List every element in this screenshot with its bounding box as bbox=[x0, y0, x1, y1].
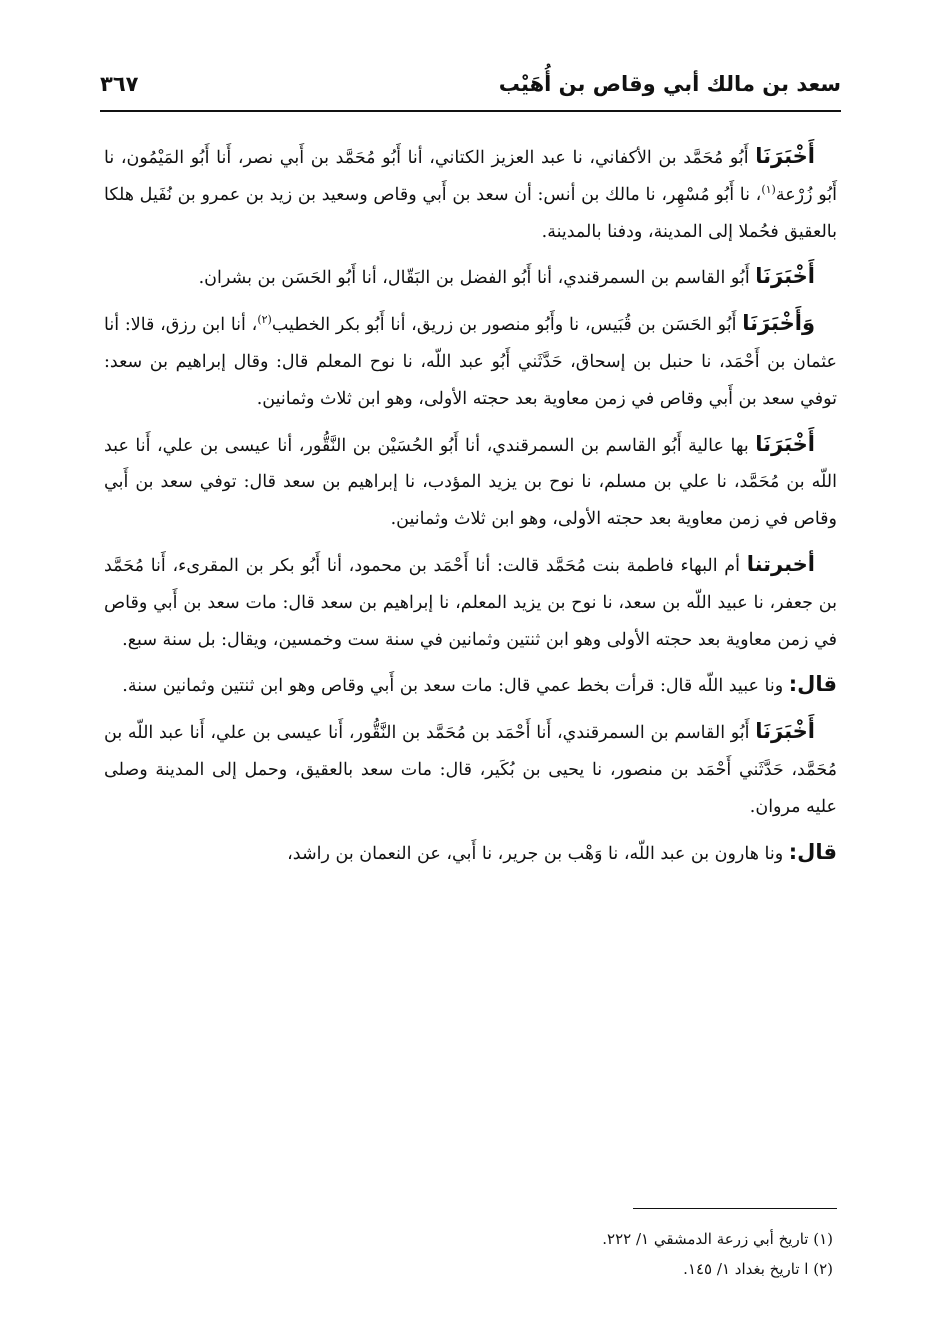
paragraph-text-after: ، نا أَبُو مُسْهِر، نا مالك بن أنس: أن سعد بن أَبي وقاص وسعيد بن زيد بن عمرو بن نُفَيل هلكا بالعقيق فحُملا إلى المدينة، ودفنا بالمدينة. bbox=[104, 184, 837, 242]
footnote-divider bbox=[633, 1208, 837, 1209]
footnote: (١) تاريخ أبي زرعة الدمشقي ١/ ٢٢٢. bbox=[602, 1230, 833, 1248]
footnotes bbox=[104, 1224, 833, 1284]
paragraph-text: أم البهاء فاطمة بنت مُحَمَّد قالت: أنا أَحْمَد بن محمود، أنا أَبُو بكر بن المقرىء، أَنا مُحَمَّد بن جعفر، نا عبيد اللّه بن سعد، نا نوح بن يزيد المعلم، نا إبراهيم بن سعد قال: مات سعد بن أَبي وقاص في زمن معاوية بعد حجته الأولى وهو ابن ثنتين وثمانين في سنة ست وخمسين، ويقال: بل سنة سبع. bbox=[104, 555, 837, 650]
footnote: (٢) ا تاريخ بغداد ١/ ١٤٥. bbox=[683, 1260, 833, 1278]
page-number: ٣٦٧ bbox=[100, 72, 139, 96]
paragraph bbox=[104, 546, 837, 658]
paragraph bbox=[104, 258, 837, 297]
paragraph-text: ونا هارون بن عبد اللّه، نا وَهْب بن جرير، نا أَبي، عن النعمان بن راشد، bbox=[287, 843, 789, 864]
paragraph bbox=[104, 305, 837, 417]
paragraph-lead: قال: bbox=[788, 839, 837, 864]
paragraph-text: ونا عبيد اللّه قال: قرأت بخط عمي قال: مات سعد بن أَبي وقاص وهو ابن ثنتين وثمانين سنة. bbox=[122, 676, 789, 697]
paragraph-lead: أخبرتنا bbox=[746, 551, 815, 576]
paragraph-lead: أَخْبَرَنَا bbox=[755, 431, 815, 456]
running-header bbox=[100, 68, 841, 112]
paragraph-text-after: ، أنا ابن رزق، قالا: أنا عثمان بن أَحْمَد، نا حنبل بن إسحاق، حَدَّثَني أَبُو عبد اللّه، نا نوح المعلم قال: وقال إبراهيم بن سعد: توفي سعد بن أَبي وقاص في زمن معاوية بعد حجته الأولى، وهو ابن ثلاث وثمانين. bbox=[104, 315, 837, 409]
footnote-ref: (٢) bbox=[257, 313, 272, 327]
main-text bbox=[104, 138, 837, 880]
paragraph bbox=[104, 834, 837, 873]
paragraph-text: أَبُو القاسم بن السمرقندي، أنا أَبُو الفضل بن البَقّال، أنا أَبُو الحَسَن بن بشران. bbox=[198, 268, 756, 289]
paragraph bbox=[104, 666, 837, 705]
paragraph-lead: أَخْبَرَنَا bbox=[755, 719, 816, 744]
paragraph-text: أَبُو مُحَمَّد بن الأكفاني، نا عبد العزيز الكتاني، أنا أَبُو مُحَمَّد بن أَبي نصر، أَنا أَبُو المَيْمُون، نا أَبُو زُرْعة bbox=[104, 148, 837, 205]
paragraph-lead: وَأَخْبَرَنَا bbox=[742, 311, 815, 336]
paragraph bbox=[104, 713, 837, 825]
header-title: سعد بن مالك أبي وقاص بن أُهَيْب bbox=[498, 72, 841, 96]
paragraph-lead: أَخْبَرَنَا bbox=[755, 144, 815, 168]
paragraph bbox=[104, 138, 837, 250]
paragraph-lead: أَخْبَرَنَا bbox=[755, 264, 815, 289]
paragraph-text: بها عالية أَبُو القاسم بن السمرقندي، أنا أَبُو الحُسَيْن بن النَّقُّور، أنا عيسى بن علي، أَنا عبد اللّه بن مُحَمَّد، نا علي بن مسلم، نا نوح بن يزيد المؤدب، نا إبراهيم بن سعد قال: توفي سعد بن أَبي وقاص في زمن معاوية بعد حجته الأولى، وهو ابن ثلاث وثمانين. bbox=[104, 435, 837, 530]
paragraph bbox=[104, 426, 837, 538]
footnote-ref: (١) bbox=[761, 182, 776, 196]
paragraph-text: أَبُو الحَسَن بن قُبَيس، نا وأَبُو منصور بن زريق، أنا أَبُو بكر الخطيب bbox=[271, 315, 743, 336]
paragraph-text: أَبُو القاسم بن السمرقندي، أَنا أَحْمَد بن مُحَمَّد بن النَّقُّور، أَنا عيسى بن علي، أَنا عبد اللّه بن مُحَمَّد، حَدَّثَني أَحْمَد بن منصور، نا يحيى بن بُكَير، قال: مات سعد بالعقيق، وحمل إلى المدينة وصلى عليه مروان. bbox=[104, 723, 837, 817]
paragraph-lead: قال: bbox=[788, 672, 837, 697]
